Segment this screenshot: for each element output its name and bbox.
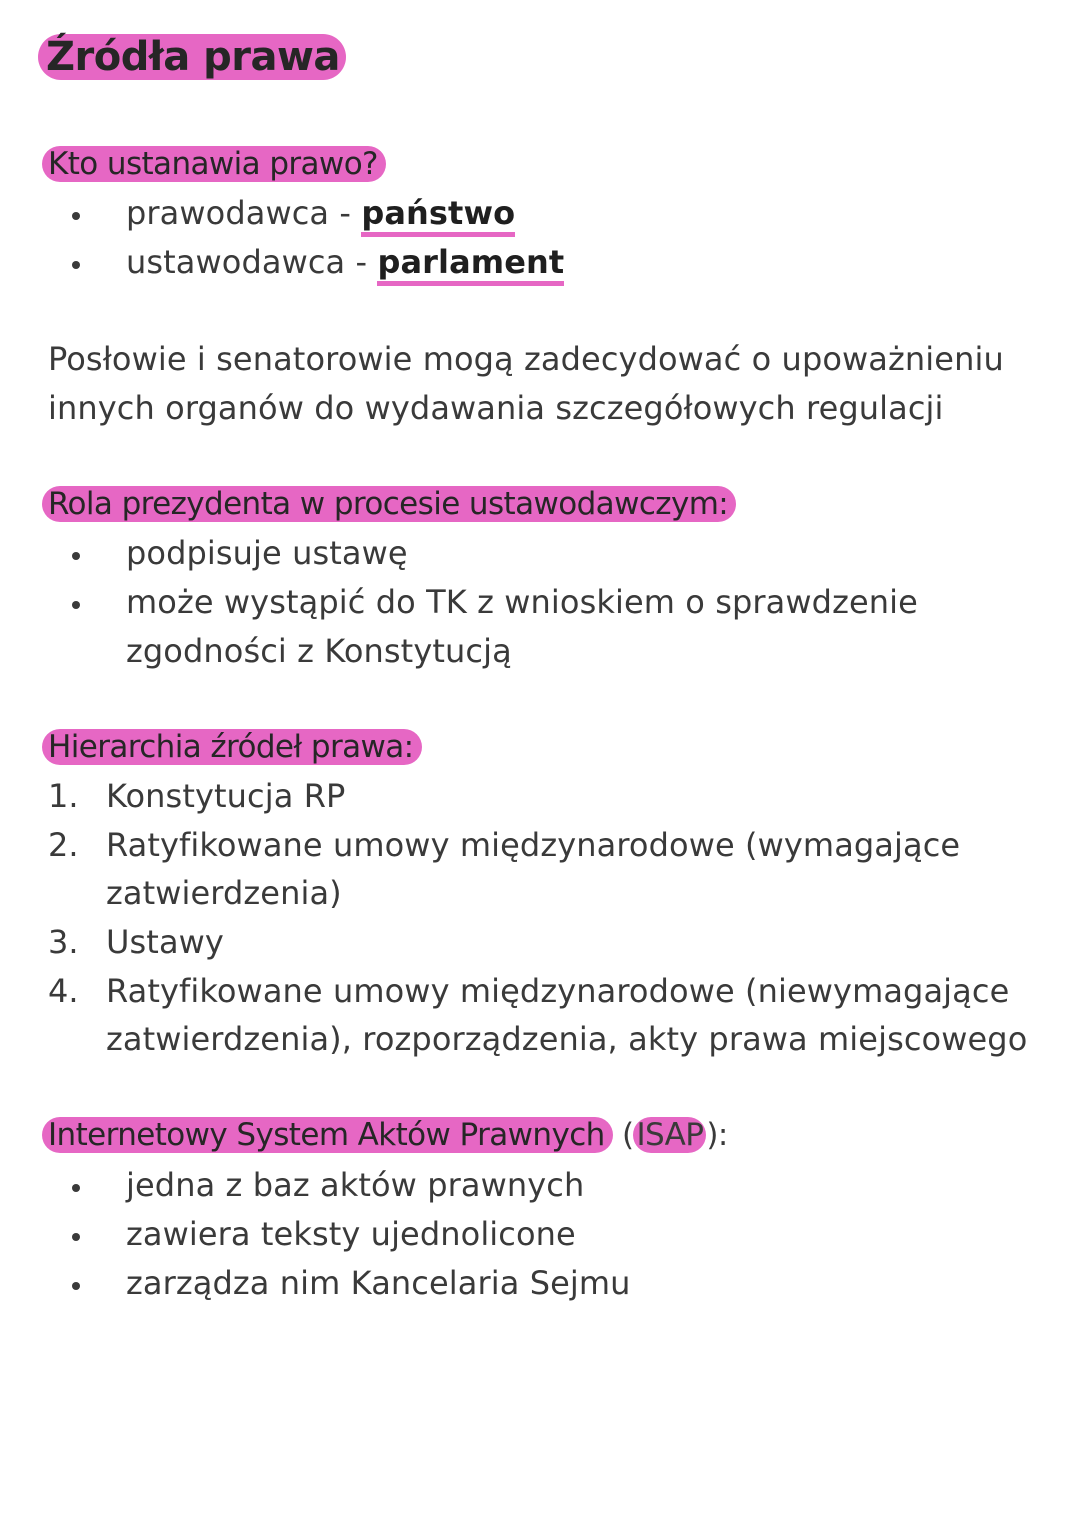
bullet-icon — [72, 261, 80, 269]
list-number: 4. — [48, 972, 79, 1010]
list-item: Konstytucja RP — [106, 777, 346, 815]
list-item: prawodawca - państwo — [126, 194, 515, 232]
list-item: Ratyfikowane umowy międzynarodowe (wymagające — [106, 826, 961, 864]
page-title: Źródła prawa — [38, 34, 346, 80]
list-item-continuation: zatwierdzenia), rozporządzenia, akty prawa miejscowego — [106, 1020, 1028, 1058]
list-number: 3. — [48, 923, 79, 961]
paragraph-line: Posłowie i senatorowie mogą zadecydować o upoważnieniu — [48, 340, 1004, 378]
section-heading-who: Kto ustanawia prawo? — [42, 146, 386, 182]
bullet-icon — [72, 552, 80, 560]
section-heading-president: Rola prezydenta w procesie ustawodawczym: — [42, 486, 736, 522]
list-item: Ustawy — [106, 923, 224, 961]
list-item-continuation: zatwierdzenia) — [106, 874, 342, 912]
list-item: zarządza nim Kancelaria Sejmu — [126, 1264, 631, 1302]
section-heading-hierarchy: Hierarchia źródeł prawa: — [42, 729, 422, 765]
section-heading-isap: Internetowy System Aktów Prawnych (ISAP): — [42, 1117, 728, 1153]
list-item: ustawodawca - parlament — [126, 243, 564, 281]
bullet-icon — [72, 601, 80, 609]
bullet-icon — [72, 212, 80, 220]
list-item: zawiera teksty ujednolicone — [126, 1215, 576, 1253]
list-item: podpisuje ustawę — [126, 534, 408, 572]
list-item: może wystąpić do TK z wnioskiem o sprawdzenie — [126, 583, 918, 621]
list-number: 1. — [48, 777, 79, 815]
bullet-icon — [72, 1184, 80, 1192]
bullet-icon — [72, 1233, 80, 1241]
list-number: 2. — [48, 826, 79, 864]
list-item-continuation: zgodności z Konstytucją — [126, 632, 512, 670]
list-item: Ratyfikowane umowy międzynarodowe (niewymagające — [106, 972, 1010, 1010]
bullet-icon — [72, 1282, 80, 1290]
paragraph-line: innych organów do wydawania szczegółowych regulacji — [48, 389, 944, 427]
list-item: jedna z baz aktów prawnych — [126, 1166, 585, 1204]
